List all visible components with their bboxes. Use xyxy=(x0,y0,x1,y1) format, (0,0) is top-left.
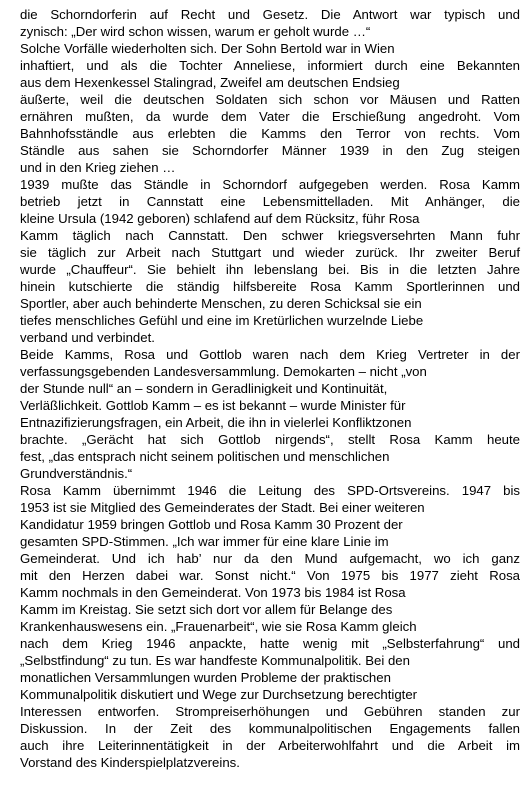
text-line: Verläßlichkeit. Gottlob Kamm – es ist bekannt – wurde Minister für xyxy=(20,398,406,413)
text-line: 1939 mußte das Ständle in Schorndorf aufgegeben werden. Rosa Kamm xyxy=(20,177,520,192)
text-line: Rosa Kamm übernimmt 1946 die Leitung des SPD-Ortsvereins. 1947 bis xyxy=(20,483,520,498)
text-line: fest, „das entsprach nicht seinem politischen und menschlichen xyxy=(20,449,390,464)
text-line: Vorstand des Kinderspielplatzvereins. xyxy=(20,755,240,770)
text-line: äußerte, weil die deutschen Soldaten sich schon vor Mäusen und Ratten xyxy=(20,92,520,107)
text-line: zynisch: „Der wird schon wissen, warum er geholt wurde …“ xyxy=(20,24,371,39)
text-line: Grundverständnis.“ xyxy=(20,466,133,481)
text-line: sie täglich zur Arbeit nach Stuttgart und wieder zurück. Ihr zweiter Beruf xyxy=(20,245,520,260)
text-line: Kamm im Kreistag. Sie setzt sich dort vor allem für Belange des xyxy=(20,602,393,617)
text-line: hinein kutschierte die ständig hilfsbereite Rosa Kamm Sportlerinnen und xyxy=(20,279,520,294)
text-line: aus dem Hexenkessel Stalingrad, Zweifel am deutschen Endsieg xyxy=(20,75,400,90)
text-line: Kamm täglich nach Cannstatt. Den schwer kriegsversehrten Mann fuhr xyxy=(20,228,520,243)
text-line: Sportler, aber auch behinderte Menschen, zu deren Schicksal sie ein xyxy=(20,296,422,311)
text-line: Ständle aus sahen sie Schorndorfer Männer 1939 in den Zug steigen xyxy=(20,143,520,158)
text-line: monatlichen Versammlungen wurden Probleme der praktischen xyxy=(20,670,391,685)
text-line: Kommunalpolitik diskutiert und Wege zur Durchsetzung berechtigter xyxy=(20,687,418,702)
text-line: wurde „Chauffeur“. Sie behielt ihn lebenslang bei. Bis in die letzten Jahre xyxy=(20,262,520,277)
text-line: verband und verbindet. xyxy=(20,330,155,345)
text-line: Diskussion. In der Zeit des kommunalpolitischen Engagements fallen xyxy=(20,721,520,736)
text-line: Kandidatur 1959 bringen Gottlob und Rosa Kamm 30 Prozent der xyxy=(20,517,403,532)
text-line: auch ihre Leiterinnentätigkeit in der Arbeiterwohlfahrt und die Arbeit im xyxy=(20,738,520,753)
text-line: nach dem Krieg 1946 anpackte, hatte wenig mit „Selbsterfahrung“ und xyxy=(20,636,520,651)
text-line: Entnazifizierungsfragen, ein Arbeit, die ihn in vielerlei Konfliktzonen xyxy=(20,415,412,430)
text-line: verfassungsgebenden Landesversammlung. Demokarten – nicht „von xyxy=(20,364,427,379)
text-line: inhaftiert, und als die Tochter Anneliese, informiert durch eine Bekannten xyxy=(20,58,520,73)
text-line: Interessen entworfen. Strompreiserhöhungen und Gebühren standen zur xyxy=(20,704,520,719)
text-line: Bahnhofsständle aus erlebten die Kamms den Terror von rechts. Vom xyxy=(20,126,520,141)
text-line: 1953 ist sie Mitglied des Gemeinderates der Stadt. Bei einer weiteren xyxy=(20,500,425,515)
text-line: „Selbstfindung“ zu tun. Es war handfeste Kommunalpolitik. Bei den xyxy=(20,653,410,668)
body-text xyxy=(20,6,520,771)
text-line: gesamten SPD-Stimmen. „Ich war immer für eine klare Linie im xyxy=(20,534,389,549)
text-line: Beide Kamms, Rosa und Gottlob waren nach dem Krieg Vertreter in der xyxy=(20,347,520,362)
text-line: und in den Krieg ziehen … xyxy=(20,160,176,175)
text-line: die Schorndorferin auf Recht und Gesetz. Die Antwort war typisch und xyxy=(20,7,520,22)
text-line: der Stunde null“ an – sondern in Geradlinigkeit und Kontinuität, xyxy=(20,381,388,396)
text-line: Krankenhauswesens ein. „Frauenarbeit“, wie sie Rosa Kamm gleich xyxy=(20,619,417,634)
text-line: Gemeinderat. Und ich hab’ nur da den Mund aufgemacht, wo ich ganz xyxy=(20,551,520,566)
text-line: mit den Herzen dabei war. Sonst nicht.“ Von 1975 bis 1977 zieht Rosa xyxy=(20,568,520,583)
text-line: Kamm nochmals in den Gemeinderat. Von 1973 bis 1984 ist Rosa xyxy=(20,585,406,600)
text-line: ernähren mußten, da wurde dem Vater die Erschießung angedroht. Vom xyxy=(20,109,520,124)
text-line: Solche Vorfälle wiederholten sich. Der Sohn Bertold war in Wien xyxy=(20,41,395,56)
text-line: brachte. „Gerächt hat sich Gottlob nirgends“, stellt Rosa Kamm heute xyxy=(20,432,520,447)
text-line: kleine Ursula (1942 geboren) schlafend auf dem Rücksitz, führ Rosa xyxy=(20,211,420,226)
text-line: betrieb jetzt in Cannstatt eine Lebensmittelladen. Mit Anhänger, die xyxy=(20,194,520,209)
text-line: tiefes menschliches Gefühl und eine im Kretürlichen wurzelnde Liebe xyxy=(20,313,424,328)
